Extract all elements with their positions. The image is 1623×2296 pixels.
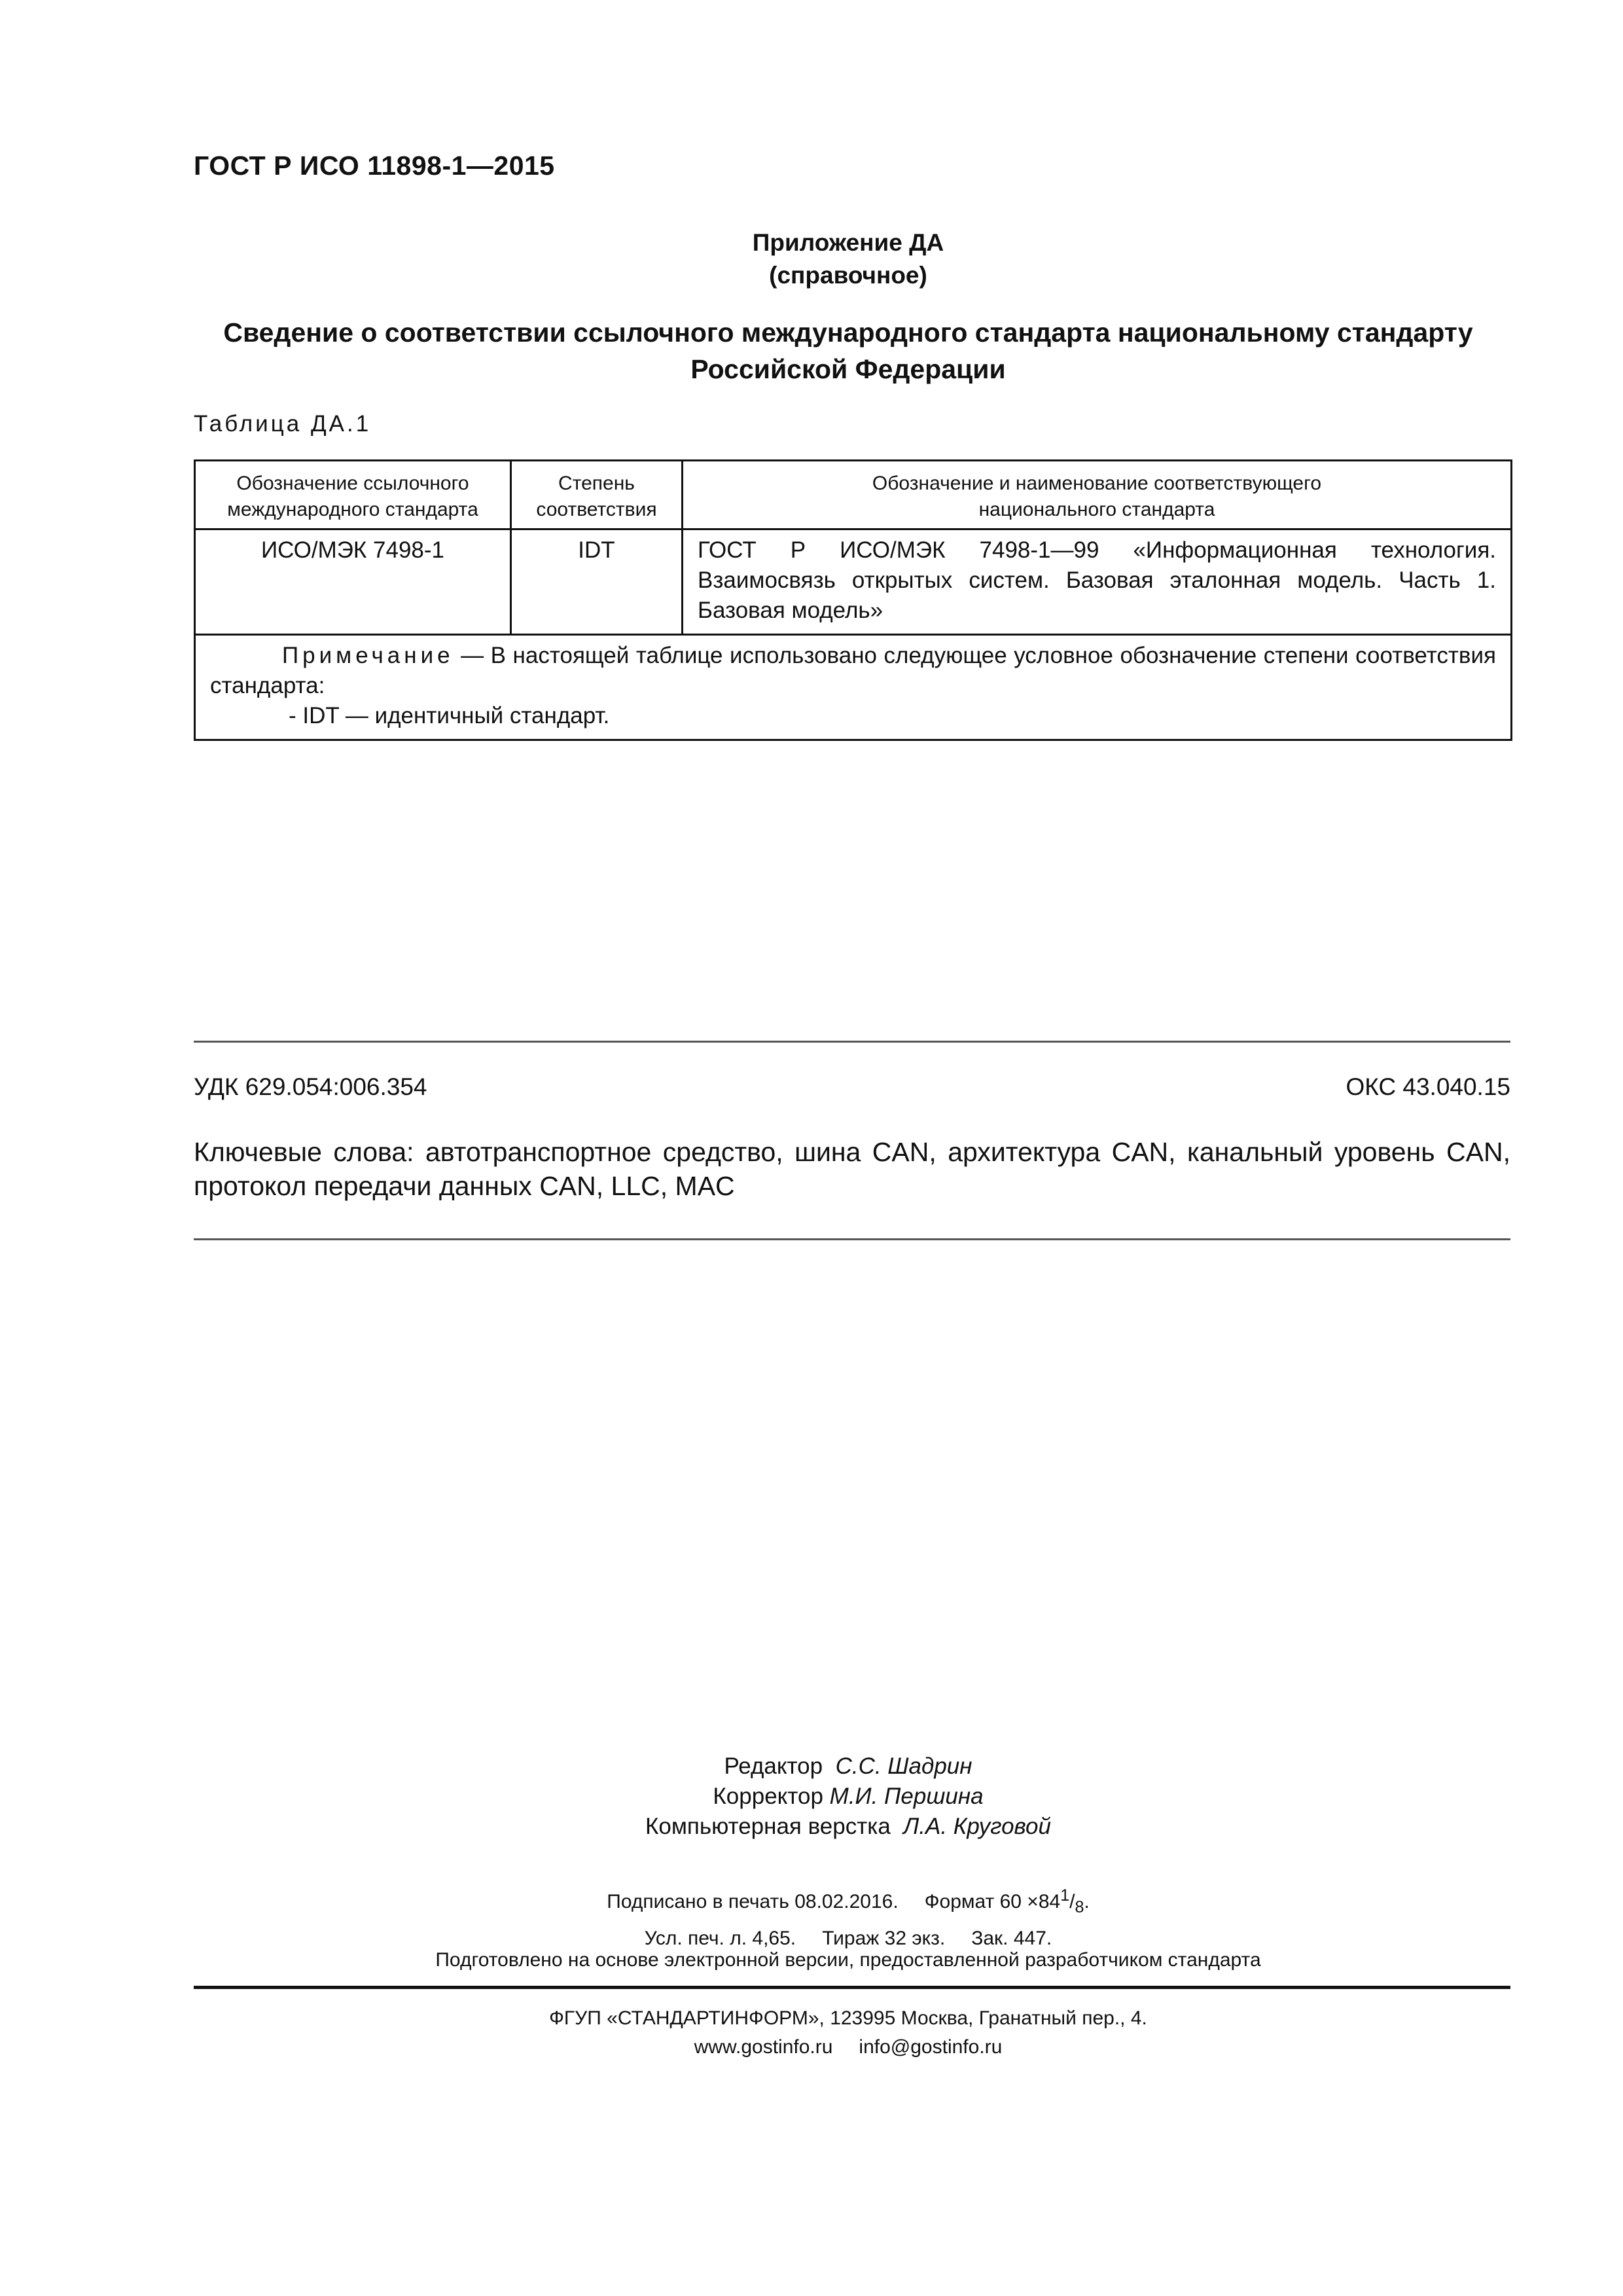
publisher [194, 2004, 1503, 2062]
keywords: Ключевые слова: автотранспортное средство, шина CAN, архитектура CAN, канальный уровень CAN, протокол передачи данных CAN, LLC, MAC [194, 1137, 1510, 1201]
oks-code: ОКС 43.040.15 [1346, 1073, 1510, 1100]
layout-name: Л.А. Круговой [903, 1814, 1051, 1839]
correspondence-table [194, 459, 1512, 741]
format-sub: 8 [1075, 1898, 1084, 1916]
print-info-line1 [194, 1880, 1503, 1923]
standard-code: ГОСТ Р ИСО 11898-1—2015 [194, 151, 555, 181]
cell-national-standard: ГОСТ Р ИСО/МЭК 7498-1—99 «Информационная технология. Взаимосвязь открытых систем. Базовая эталонная модель. Часть 1. Базовая модель» [683, 529, 1512, 635]
table-header-row [195, 461, 1512, 529]
header-national-standard-line1: Обозначение и наименование соответствующего [872, 473, 1322, 494]
cell-degree: IDT [511, 529, 683, 635]
publisher-email[interactable]: info@gostinfo.ru [859, 2036, 1003, 2058]
divider-thick [194, 1986, 1510, 1989]
header-degree-line1: Степень [558, 473, 635, 494]
layout-label: Компьютерная верстка [645, 1814, 891, 1839]
corrector-name: М.И. Першина [829, 1784, 984, 1809]
corrector-label: Корректор [713, 1784, 823, 1809]
publisher-website[interactable]: www.gostinfo.ru [694, 2036, 833, 2058]
header-national-standard-line2: национального стандарта [978, 499, 1215, 520]
signed-date: Подписано в печать 08.02.2016. [607, 1891, 899, 1912]
prepared-note: Подготовлено на основе электронной версии, предоставленной разработчиком стандарта [435, 1949, 1261, 1971]
table-row [195, 529, 1512, 635]
print-sheets: Усл. печ. л. 4,65. [644, 1928, 796, 1949]
note-text-block [210, 641, 1496, 701]
udk-code: УДК 629.054:006.354 [194, 1073, 427, 1100]
layout-line [194, 1812, 1503, 1842]
print-info [194, 1880, 1503, 1954]
table-note [195, 635, 1512, 740]
credits [194, 1751, 1503, 1842]
order-number: Зак. 447. [971, 1928, 1052, 1949]
editor-line [194, 1751, 1503, 1782]
paper-format: Формат $60 \times 84^1/_8$. [924, 1886, 1090, 1916]
publisher-contacts [194, 2033, 1503, 2062]
circulation: Тираж 32 экз. [822, 1928, 946, 1949]
section-title [194, 314, 1503, 387]
divider-bottom [194, 1238, 1510, 1240]
editor-label: Редактор [724, 1753, 823, 1779]
note-item: - IDT — идентичный стандарт. [289, 703, 610, 728]
cell-ref-standard: ИСО/МЭК 7498-1 [195, 529, 511, 635]
publisher-address: ФГУП «СТАНДАРТИНФОРМ», 123995 Москва, Гранатный пер., 4. [549, 2007, 1147, 2029]
editor-name: С.С. Шадрин [835, 1753, 972, 1779]
header-degree-line2: соответствия [536, 499, 657, 520]
table-note-row [195, 635, 1512, 740]
header-national-standard [683, 461, 1512, 529]
format-suffix: . [1084, 1891, 1090, 1912]
section-title-line1: Сведение о соответствии ссылочного международного стандарта национальному стандарту [223, 317, 1473, 348]
divider-top [194, 1041, 1510, 1043]
header-ref-standard-line2: международного стандарта [227, 499, 478, 520]
note-text: — В настоящей таблице использовано следующее условное обозначение степени соответствия стандарта: [210, 643, 1496, 698]
header-degree [511, 461, 683, 529]
format-prefix: Формат 60 ×84 [924, 1891, 1061, 1912]
corrector-line [194, 1782, 1503, 1812]
table-caption: Таблица ДА.1 [194, 411, 372, 437]
note-label: Примечание [282, 643, 454, 668]
header-ref-standard [195, 461, 511, 529]
appendix-type: (справочное) [769, 262, 927, 289]
appendix-title: Приложение ДА [752, 229, 944, 256]
format-sup: 1 [1060, 1886, 1070, 1905]
section-title-line2: Российской Федерации [690, 354, 1006, 384]
appendix-heading [194, 226, 1503, 292]
header-ref-standard-line1: Обозначение ссылочного [236, 473, 469, 494]
